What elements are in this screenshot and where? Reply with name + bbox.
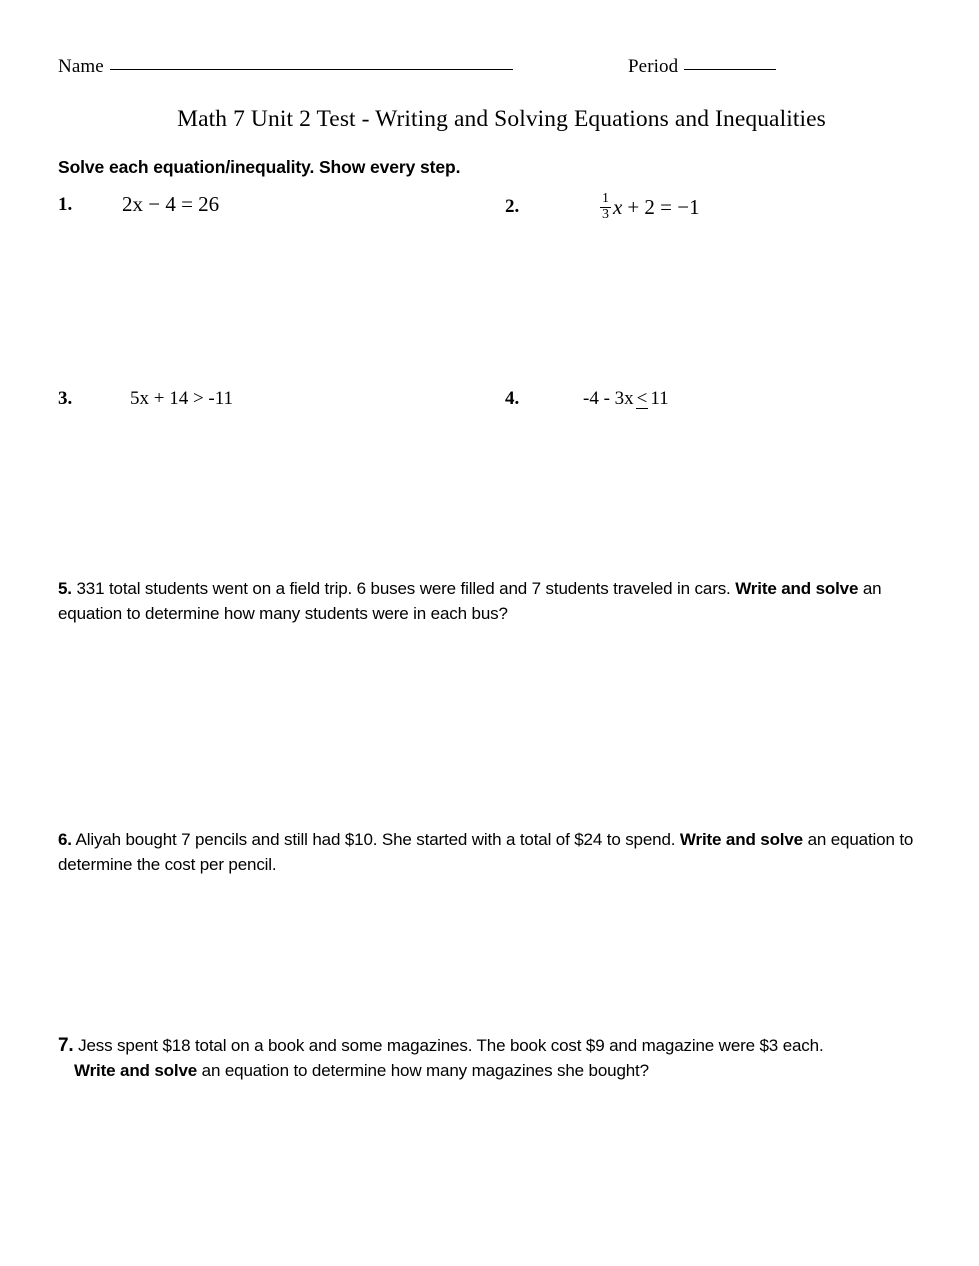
problem-5-bold-phrase: Write and solve (735, 579, 859, 598)
equation-row-2 (0, 388, 979, 434)
period-blank-line[interactable] (684, 69, 776, 70)
problem-7-number: 7. (58, 1035, 74, 1056)
problem-7-text-before: Jess spent $18 total on a book and some magazines. The book cost $9 and magazine were $3 each. (73, 1036, 824, 1055)
header-fields (58, 56, 938, 82)
problem-4 (505, 388, 669, 410)
problem-6-bold-phrase: Write and solve (679, 830, 803, 849)
problem-3-number: 3. (58, 388, 73, 409)
less-than-or-equal-icon: < (634, 388, 651, 410)
problem-7 (58, 1033, 938, 1083)
problem-3 (58, 388, 233, 410)
problem-1-equation: 2x − 4 = 26 (122, 192, 220, 216)
problem-5-text-before: 331 total students went on a field trip. 6 buses were filled and 7 students traveled in cars. (71, 579, 736, 598)
name-field[interactable] (58, 56, 513, 78)
problem-1 (58, 192, 219, 217)
problem-2-number: 2. (505, 196, 520, 218)
fraction-numerator: 1 (602, 191, 609, 206)
period-label: Period (628, 56, 679, 77)
problem-2-variable: x (613, 194, 623, 219)
problem-2 (505, 192, 700, 222)
problem-6-text-before: Aliyah bought 7 pencils and still had $10. She started with a total of $24 to spend. (71, 830, 680, 849)
problem-4-number: 4. (505, 388, 520, 409)
problem-6-number: 6. (58, 830, 72, 849)
problem-2-equation (600, 192, 700, 222)
fraction-denominator: 3 (602, 206, 609, 222)
name-label: Name (58, 56, 104, 77)
name-blank-line[interactable] (110, 69, 513, 70)
problem-4-lead: -4 - 3x (583, 388, 634, 409)
problem-7-text-after: an equation to determine how many magazines she bought? (197, 1061, 649, 1080)
fraction-one-third (600, 192, 611, 222)
problem-1-number: 1. (58, 193, 73, 215)
problem-6-text-after: an equation to determine the cost per pencil. (58, 830, 914, 874)
period-field[interactable] (628, 56, 776, 78)
problem-3-inequality: 5x + 14 > -11 (130, 388, 234, 409)
problem-7-bold-phrase: Write and solve (74, 1061, 198, 1080)
problem-4-inequality (583, 388, 669, 410)
problem-5-text-after: an equation to determine how many students were in each bus? (58, 579, 882, 623)
problem-5 (58, 576, 946, 626)
page-title: Math 7 Unit 2 Test - Writing and Solving Equations and Inequalities (177, 106, 826, 132)
problem-4-trail: 11 (650, 388, 669, 409)
problem-6 (58, 827, 946, 877)
problem-2-remainder: + 2 = −1 (627, 194, 700, 219)
instructions-text: Solve each equation/inequality. Show every step. (58, 157, 461, 177)
problem-5-number: 5. (58, 579, 72, 598)
equation-row-1 (0, 192, 979, 238)
